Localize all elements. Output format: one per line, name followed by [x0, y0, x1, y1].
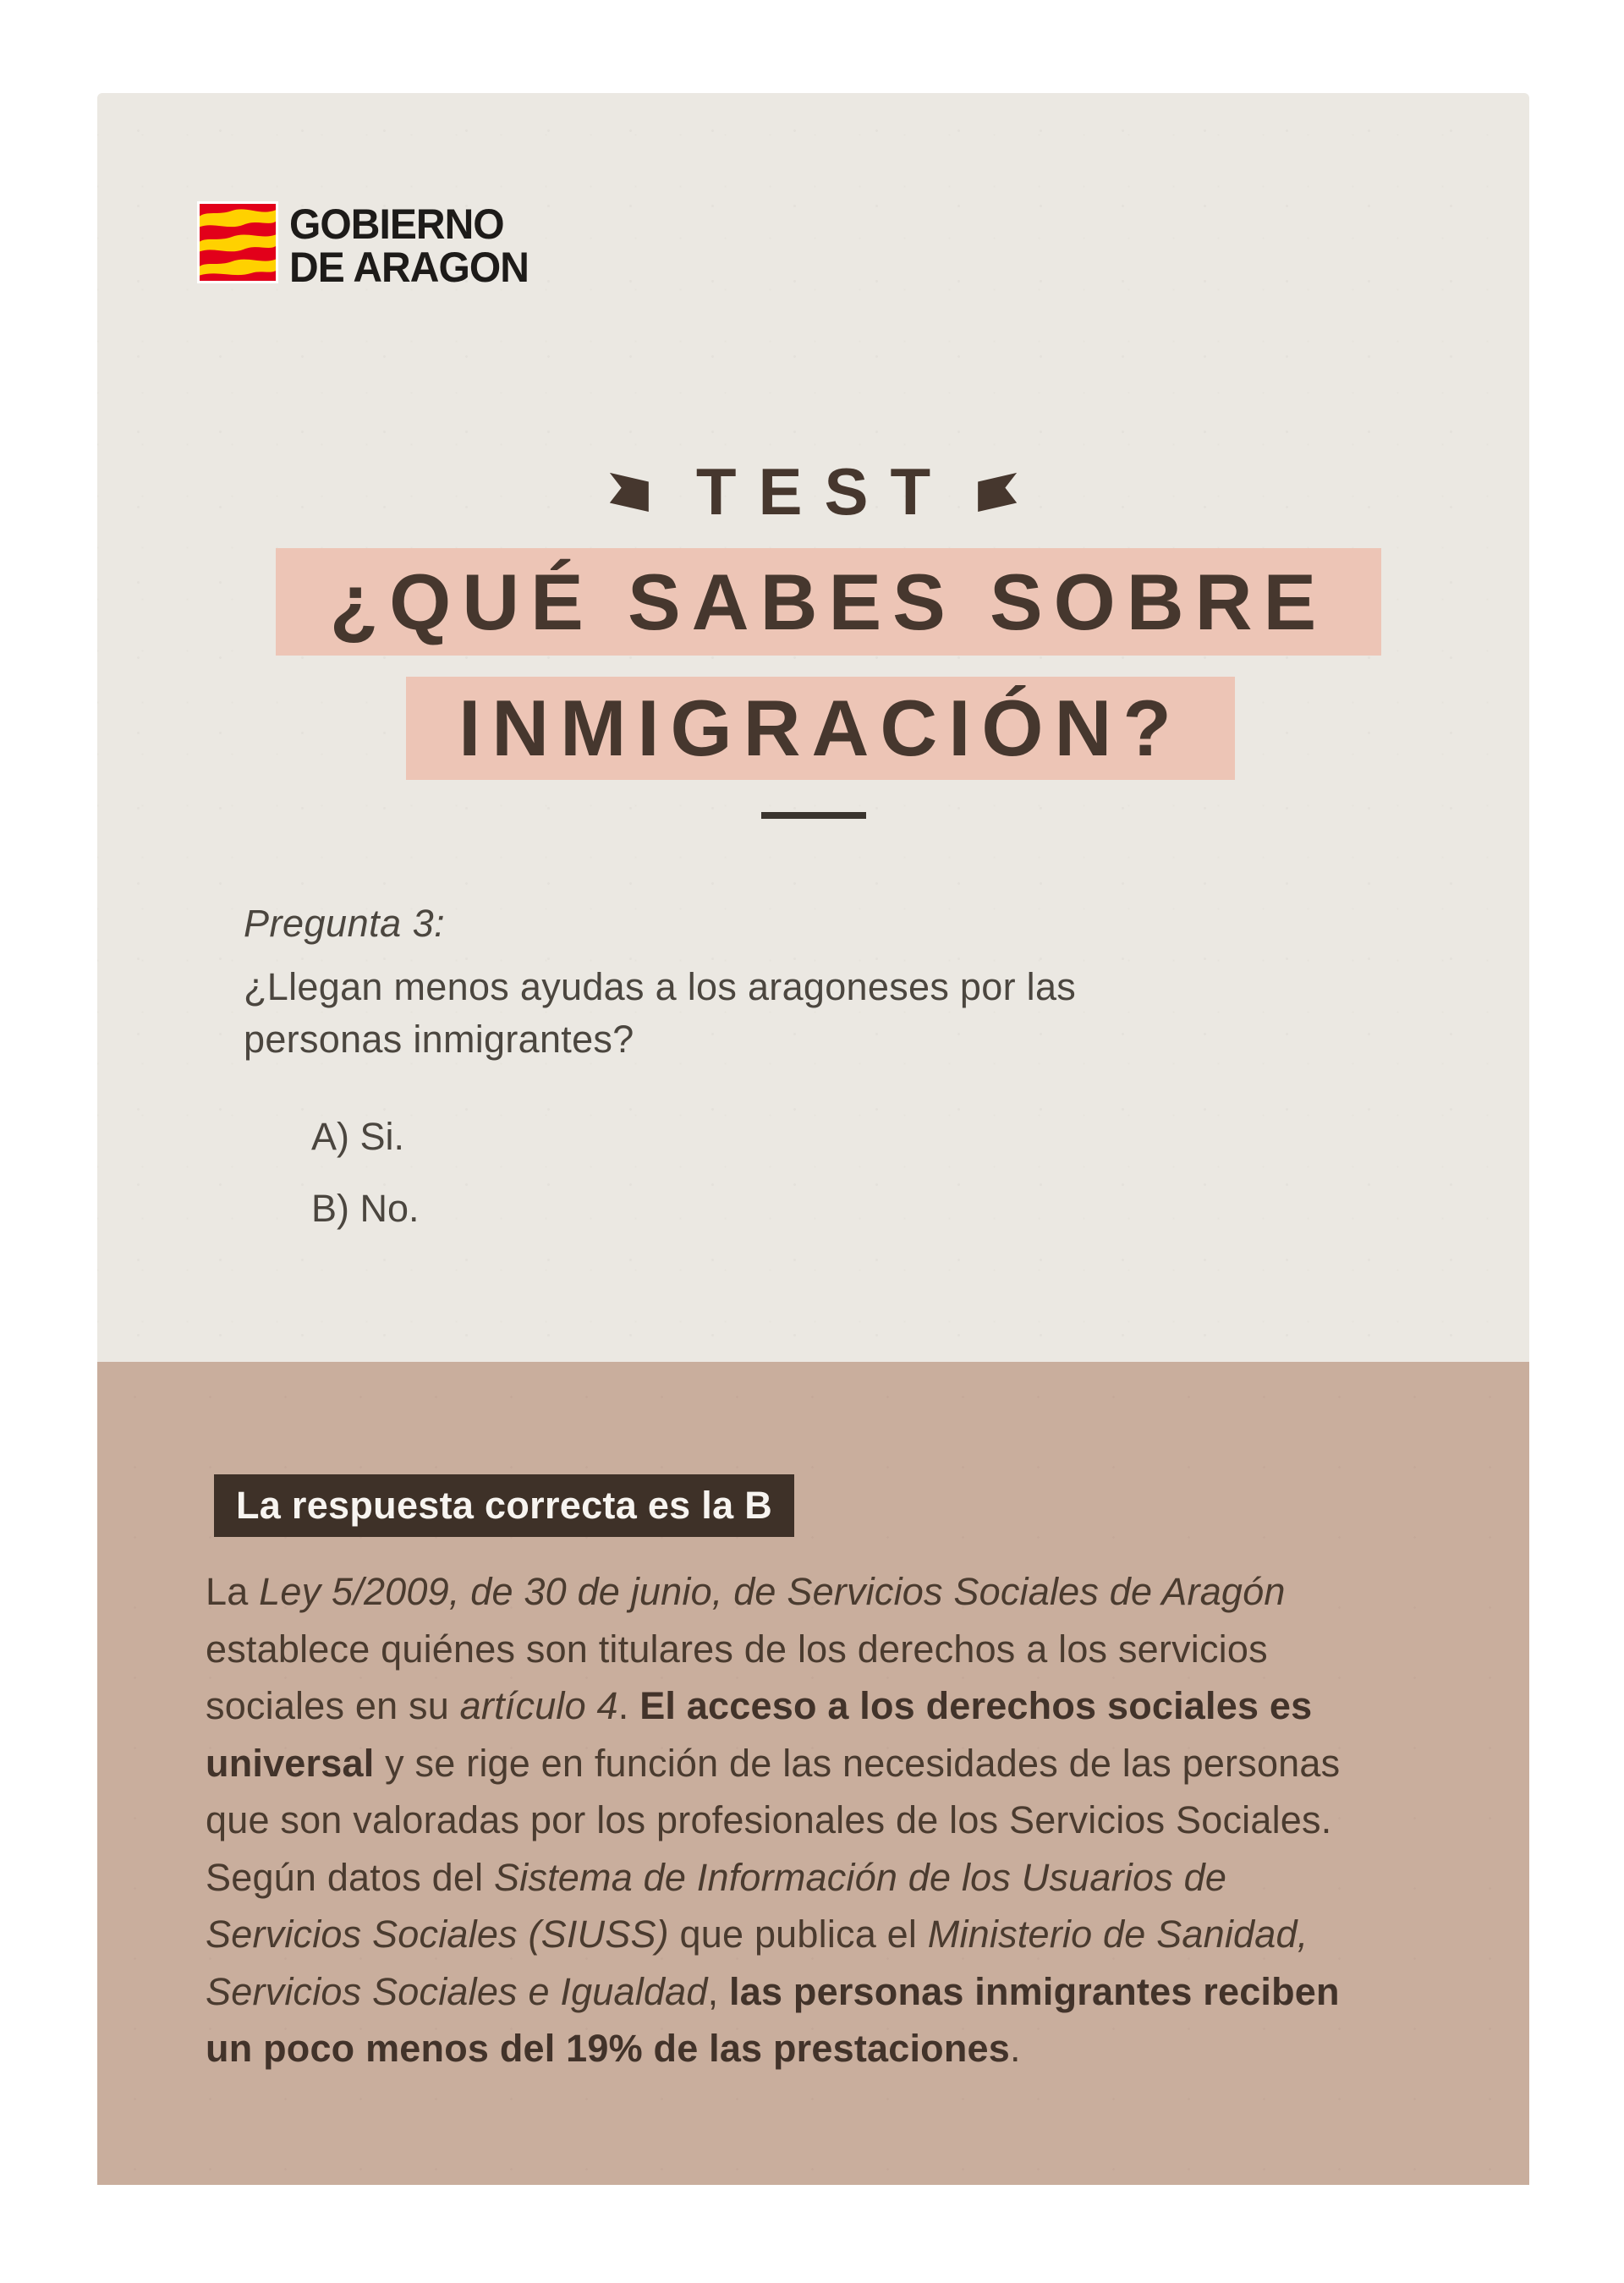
option-b: B) No. [311, 1187, 420, 1230]
paragraph-segment: Ley 5/2009, de 30 de junio, de Servicios Sociales de Aragón [259, 1570, 1286, 1613]
paragraph-segment: La [206, 1570, 260, 1613]
answer-paragraph [206, 1563, 1340, 2077]
paragraph-line [206, 2020, 1340, 2077]
paragraph-line [206, 1792, 1340, 1849]
paragraph-segment: y se rige en función de las necesidades de las personas [374, 1741, 1341, 1785]
logo-text-line1: GOBIERNO [289, 200, 504, 248]
answer-badge: La respuesta correcta es la B [214, 1474, 794, 1537]
test-kicker: TEST [695, 454, 953, 529]
paragraph-segment: . [617, 1684, 640, 1727]
aragon-flag-icon [197, 201, 278, 283]
paragraph-segment: sociales en su [206, 1684, 460, 1727]
paragraph-segment: que publica el [668, 1913, 928, 1956]
paragraph-segment: las personas inmigrantes reciben [729, 1969, 1340, 2013]
paragraph-segment: Sistema de Información de los Usuarios de [493, 1855, 1227, 1899]
question-text [244, 961, 1076, 1066]
paragraph-line [206, 1735, 1340, 1792]
answer-section [97, 1362, 1529, 2185]
paragraph-segment: Ministerio de Sanidad, [927, 1913, 1309, 1956]
paragraph-line [206, 1563, 1340, 1621]
title-line-1: ¿QUÉ SABES SOBRE [276, 548, 1381, 656]
paragraph-segment: , [707, 1969, 730, 2013]
paragraph-segment: Según datos del [206, 1855, 494, 1899]
question-line-2: personas inmigrantes? [244, 1018, 634, 1061]
paragraph-segment: un poco menos del 19% de las prestaciones [206, 2027, 1011, 2070]
paragraph-line [206, 1849, 1340, 1907]
question-line-1: ¿Llegan menos ayudas a los aragoneses por las [244, 965, 1077, 1008]
title-line-2: INMIGRACIÓN? [406, 677, 1235, 780]
option-a: A) Si. [311, 1115, 405, 1158]
aragon-logo [197, 201, 539, 289]
paragraph-segment: que son valoradas por los profesionales de los Servicios Sociales. [206, 1798, 1332, 1841]
logo-text-line2: DE ARAGON [289, 244, 529, 291]
paragraph-segment: Servicios Sociales (SIUSS) [206, 1913, 669, 1956]
paragraph-line [206, 1906, 1340, 1963]
ribbon-left-icon [610, 471, 649, 512]
test-kicker-row [97, 454, 1529, 529]
paragraph-segment: establece quiénes son titulares de los derechos a los servicios [206, 1627, 1268, 1671]
question-label: Pregunta 3: [244, 902, 446, 945]
paragraph-line [206, 1621, 1340, 1678]
paragraph-segment: universal [206, 1741, 375, 1785]
title-divider [761, 812, 866, 819]
paragraph-segment: . [1010, 2027, 1021, 2070]
logo-text [289, 201, 529, 289]
paragraph-segment: Servicios Sociales e Igualdad [206, 1969, 708, 2013]
ribbon-right-icon [978, 471, 1017, 512]
paragraph-segment: El acceso a los derechos sociales es [639, 1684, 1313, 1727]
paragraph-line [206, 1677, 1340, 1735]
paragraph-segment: artículo 4 [459, 1684, 618, 1727]
paragraph-line [206, 1963, 1340, 2021]
poster-paper [97, 93, 1529, 2185]
